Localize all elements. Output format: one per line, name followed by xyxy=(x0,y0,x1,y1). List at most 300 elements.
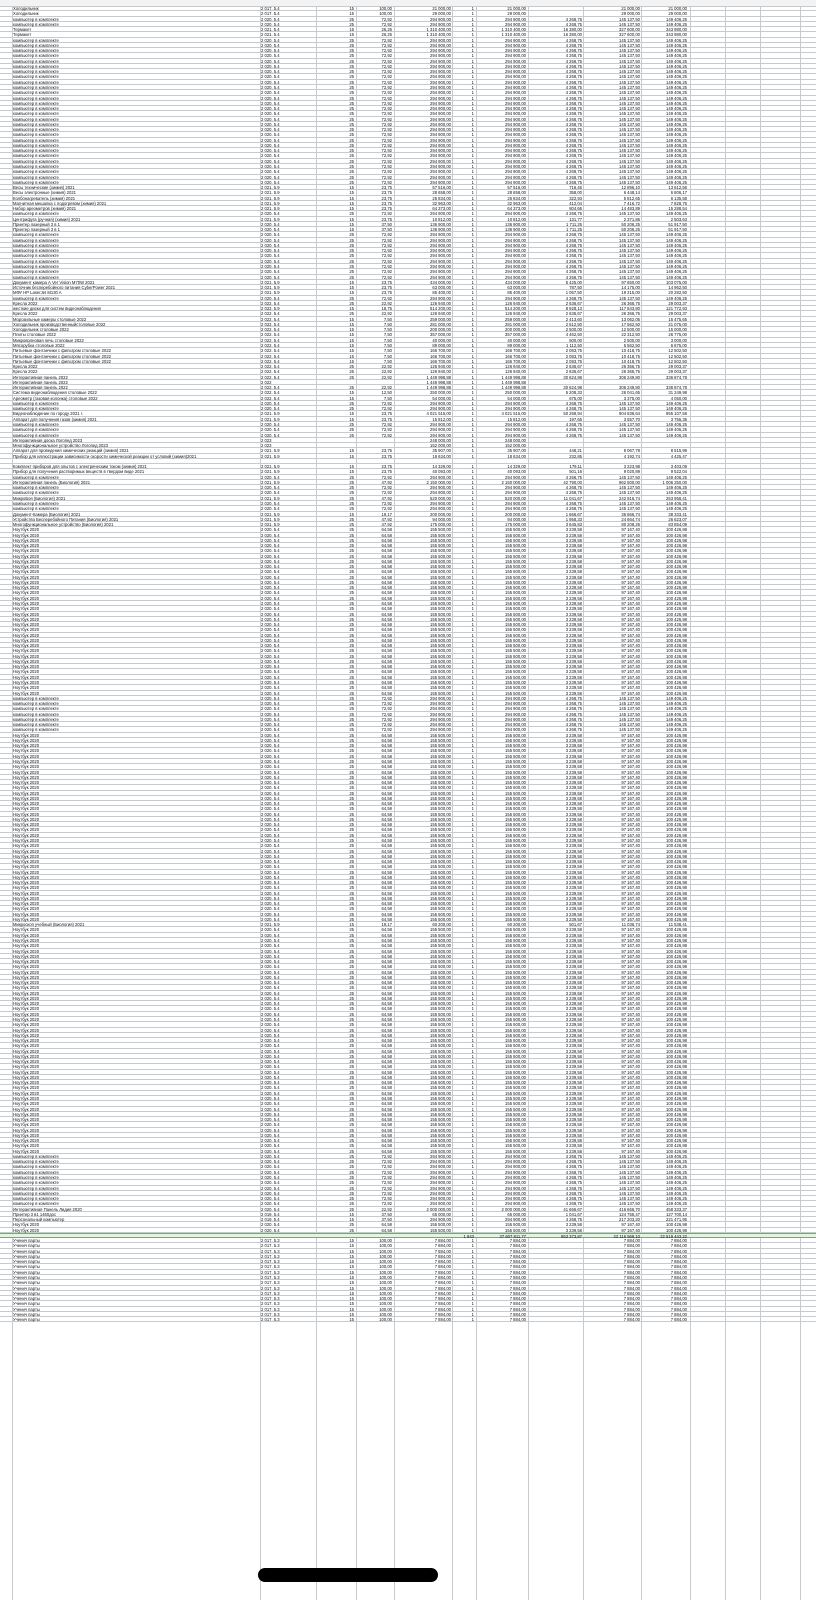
cell-amort[interactable]: 197,65 xyxy=(569,416,582,422)
cell-code[interactable]: 2 017. 5.4 xyxy=(261,6,280,11)
cell-qty[interactable]: 1 xyxy=(471,627,474,633)
cell-sum[interactable]: 7 884,00 xyxy=(509,1269,526,1275)
cell-name[interactable]: компьютер в комплекте xyxy=(13,1159,59,1165)
cell-code[interactable]: 2 017. 5.3 xyxy=(261,1290,280,1296)
cell-bal[interactable]: 149 406,25 xyxy=(666,148,687,154)
cell-yrs[interactable]: 72,92 xyxy=(381,1159,392,1165)
cell-qty[interactable]: 1 xyxy=(471,1317,474,1323)
cell-amort[interactable]: 3 239,58 xyxy=(565,611,582,617)
cell-bal[interactable]: 149 406,25 xyxy=(666,1185,687,1191)
cell-qty[interactable]: 1 xyxy=(471,437,474,443)
cell-rate[interactable]: 25 xyxy=(349,16,354,22)
cell-yrs[interactable]: 64,58 xyxy=(381,664,392,670)
cell-cost[interactable]: 7 884,00 xyxy=(434,1259,451,1265)
cell-sum[interactable]: 294 900,00 xyxy=(505,148,526,154)
cell-cost[interactable]: 155 500,00 xyxy=(430,1043,451,1049)
cell-yrs[interactable]: 64,58 xyxy=(381,959,392,965)
cell-rate[interactable]: 25 xyxy=(349,927,354,933)
cell-rate[interactable]: 25 xyxy=(349,959,354,965)
cell-sum[interactable]: 294 900,00 xyxy=(505,116,526,122)
cell-rate[interactable]: 25 xyxy=(349,295,354,301)
cell-bal[interactable]: 7 884,00 xyxy=(670,1296,687,1302)
cell-rate[interactable]: 25 xyxy=(349,532,354,538)
cell-name[interactable]: Ученич парты xyxy=(13,1296,40,1302)
cell-cost[interactable]: 155 500,00 xyxy=(430,1053,451,1059)
cell-rest[interactable]: 145 137,50 xyxy=(619,722,640,728)
cell-amort[interactable]: 3 239,58 xyxy=(565,648,582,654)
cell-rate[interactable]: 25 xyxy=(349,264,354,270)
cell-rate[interactable]: 25 xyxy=(349,990,354,996)
cell-amort[interactable]: 16 380,00 xyxy=(563,32,582,38)
cell-sum[interactable]: 294 900,00 xyxy=(505,485,526,491)
cell-code[interactable]: 2 022. 5.4 xyxy=(261,311,280,317)
cell-yrs[interactable]: 64,58 xyxy=(381,732,392,738)
cell-amort[interactable]: 5 425,00 xyxy=(565,279,582,285)
cell-rest[interactable]: 97 167,40 xyxy=(621,995,640,1001)
cell-code[interactable]: 2 020. 5.4 xyxy=(261,427,280,433)
cell-code[interactable]: 2 020. 5.4 xyxy=(261,1132,280,1138)
cell-rate[interactable]: 25 xyxy=(349,653,354,659)
cell-bal[interactable]: 149 406,25 xyxy=(666,474,687,480)
cell-name[interactable]: компьютер в комплекте xyxy=(13,42,59,48)
cell-cost[interactable]: 155 500,00 xyxy=(430,543,451,549)
cell-sum[interactable]: 155 500,00 xyxy=(505,1085,526,1091)
cell-code[interactable]: 2 020. 5.4 xyxy=(261,242,280,248)
cell-amort[interactable]: 4 268,75 xyxy=(565,400,582,406)
cell-bal[interactable]: 100 426,98 xyxy=(666,1127,687,1133)
cell-rate[interactable]: 25 xyxy=(349,179,354,185)
cell-qty[interactable]: 1 xyxy=(471,722,474,728)
cell-sum[interactable]: 7 884,00 xyxy=(509,1296,526,1302)
cell-rate[interactable]: 25 xyxy=(349,564,354,570)
cell-amort[interactable]: 4 268,75 xyxy=(565,1174,582,1180)
cell-rate[interactable]: 25 xyxy=(349,1148,354,1154)
cell-yrs[interactable]: 100,00 xyxy=(379,1280,392,1286)
cell-code[interactable]: 2 020. 5.4 xyxy=(261,827,280,833)
cell-bal[interactable]: 149 406,25 xyxy=(666,232,687,238)
cell-sum[interactable]: 294 900,00 xyxy=(505,490,526,496)
cell-rate[interactable]: 25 xyxy=(349,127,354,133)
cell-rate[interactable]: 25 xyxy=(349,106,354,112)
cell-yrs[interactable]: 72,92 xyxy=(381,111,392,117)
cell-cost[interactable]: 294 900,00 xyxy=(430,100,451,106)
cell-rest[interactable]: 145 137,50 xyxy=(619,137,640,143)
cell-amort[interactable]: 42 790,00 xyxy=(563,479,582,485)
cell-rest[interactable]: 97 167,40 xyxy=(621,969,640,975)
cell-rest[interactable]: 145 137,50 xyxy=(619,69,640,75)
cell-bal[interactable]: 149 406,25 xyxy=(666,121,687,127)
cell-bal[interactable]: 100 426,98 xyxy=(666,616,687,622)
cell-rate[interactable]: 25 xyxy=(349,527,354,533)
cell-rate[interactable]: 25 xyxy=(349,148,354,154)
cell-cost[interactable]: 155 500,00 xyxy=(430,1022,451,1028)
cell-bal[interactable]: 149 406,25 xyxy=(666,37,687,43)
cell-name[interactable]: Ноутбук 2020 xyxy=(13,643,40,649)
cell-yrs[interactable]: 72,92 xyxy=(381,1169,392,1175)
cell-bal[interactable]: 221 471,95 xyxy=(666,1217,687,1223)
cell-sum[interactable]: 1 449 998,88 xyxy=(501,379,526,385)
cell-code[interactable]: 2 023 xyxy=(261,437,272,443)
cell-yrs[interactable]: 26,25 xyxy=(381,27,392,33)
cell-rest[interactable]: 97 167,40 xyxy=(621,532,640,538)
cell-rest[interactable]: 7 884,00 xyxy=(623,1311,640,1317)
cell-name[interactable]: Ноутбук 2020 xyxy=(13,1027,40,1033)
cell-rest[interactable]: 97 167,40 xyxy=(621,669,640,675)
cell-yrs[interactable]: 22,92 xyxy=(381,374,392,380)
cell-yrs[interactable]: 64,58 xyxy=(381,943,392,949)
cell-name[interactable]: Ученич парты xyxy=(13,1238,40,1244)
cell-code[interactable]: 2 020. 5.4 xyxy=(261,780,280,786)
cell-qty[interactable]: 1 xyxy=(471,1032,474,1038)
cell-amort[interactable]: 4 268,75 xyxy=(565,706,582,712)
cell-name[interactable]: Ноутбук 2020 xyxy=(13,537,40,543)
cell-cost[interactable]: 294 900,00 xyxy=(430,432,451,438)
cell-qty[interactable]: 1 xyxy=(471,1269,474,1275)
cell-rest[interactable]: 3 557,70 xyxy=(623,416,640,422)
cell-yrs[interactable]: 64,58 xyxy=(381,1090,392,1096)
cell-qty[interactable]: 1 xyxy=(471,42,474,48)
cell-rest[interactable]: 145 137,50 xyxy=(619,58,640,64)
cell-qty[interactable]: 1 xyxy=(471,1001,474,1007)
cell-amort[interactable]: 3 239,58 xyxy=(565,853,582,859)
cell-bal[interactable]: 149 406,25 xyxy=(666,406,687,412)
cell-sum[interactable]: 294 900,00 xyxy=(505,84,526,90)
cell-name[interactable]: Ноутбук 2020 xyxy=(13,680,40,685)
cell-sum[interactable]: 155 500,00 xyxy=(505,590,526,596)
cell-qty[interactable]: 1 xyxy=(471,148,474,154)
cell-rate[interactable]: 15 xyxy=(349,358,354,364)
cell-yrs[interactable]: 72,92 xyxy=(381,427,392,433)
cell-yrs[interactable]: 22,92 xyxy=(381,1206,392,1212)
cell-qty[interactable]: 1 xyxy=(471,1159,474,1165)
cell-cost[interactable]: 155 500,00 xyxy=(430,769,451,775)
cell-code[interactable]: 2 022. 5.4 xyxy=(261,337,280,343)
cell-qty[interactable]: 1 xyxy=(471,574,474,580)
cell-cost[interactable]: 520 000,00 xyxy=(430,495,451,501)
cell-cost[interactable]: 155 500,00 xyxy=(430,1048,451,1054)
cell-rate[interactable]: 15 xyxy=(349,922,354,928)
cell-rate[interactable]: 25 xyxy=(349,58,354,64)
cell-sum[interactable]: 7 884,00 xyxy=(509,1306,526,1312)
cell-rest[interactable]: 97 167,40 xyxy=(621,664,640,670)
cell-yrs[interactable]: 72,92 xyxy=(381,158,392,164)
cell-bal[interactable]: 149 406,25 xyxy=(666,79,687,85)
cell-name[interactable]: Ноутбук 2020 xyxy=(13,1043,40,1049)
cell-cost[interactable]: 155 500,00 xyxy=(430,801,451,807)
cell-sum[interactable]: 294 900,00 xyxy=(505,253,526,259)
cell-rest[interactable]: 97 167,40 xyxy=(621,853,640,859)
cell-code[interactable]: 2 020. 5.4 xyxy=(261,806,280,812)
cell-name[interactable]: Ноутбук 2020 xyxy=(13,1111,40,1117)
cell-sum[interactable]: 155 500,00 xyxy=(505,895,526,901)
cell-sum[interactable]: 155 500,00 xyxy=(505,869,526,875)
cell-amort[interactable]: 3 239,58 xyxy=(565,1011,582,1017)
cell-name[interactable]: Ноутбук 2020 xyxy=(13,674,40,680)
cell-amort[interactable]: 3 239,58 xyxy=(565,769,582,775)
cell-sum[interactable]: 155 500,00 xyxy=(505,674,526,680)
cell-rest[interactable]: 97 167,40 xyxy=(621,616,640,622)
cell-rate[interactable]: 25 xyxy=(349,158,354,164)
cell-code[interactable]: 2 020. 5.4 xyxy=(261,637,280,643)
cell-rate[interactable]: 15 xyxy=(349,1280,354,1286)
cell-qty[interactable]: 1 xyxy=(471,453,474,459)
cell-rate[interactable]: 25 xyxy=(349,1038,354,1044)
cell-cost[interactable]: 294 900,00 xyxy=(430,490,451,496)
cell-bal[interactable]: 100 426,98 xyxy=(666,806,687,812)
cell-bal[interactable]: 100 426,98 xyxy=(666,964,687,970)
cell-qty[interactable]: 1 xyxy=(471,680,474,685)
cell-cost[interactable]: 155 500,00 xyxy=(430,895,451,901)
cell-amort[interactable]: 3 239,58 xyxy=(565,674,582,680)
cell-code[interactable]: 2 020. 5.4 xyxy=(261,590,280,596)
cell-cost[interactable]: 155 500,00 xyxy=(430,569,451,575)
cell-yrs[interactable]: 37,50 xyxy=(381,1211,392,1217)
cell-code[interactable]: 2 021. 5.9 xyxy=(261,479,280,485)
cell-rate[interactable]: 25 xyxy=(349,669,354,675)
cell-yrs[interactable]: 64,58 xyxy=(381,658,392,664)
cell-rate[interactable]: 25 xyxy=(349,680,354,685)
cell-sum[interactable]: 155 500,00 xyxy=(505,969,526,975)
cell-rest[interactable]: 97 167,40 xyxy=(621,1143,640,1149)
cell-qty[interactable]: 1 xyxy=(471,658,474,664)
cell-sum[interactable]: 155 500,00 xyxy=(505,737,526,743)
cell-sum[interactable]: 155 500,00 xyxy=(505,601,526,607)
cell-cost[interactable]: 294 900,00 xyxy=(430,153,451,159)
cell-cost[interactable]: 248 000,00 xyxy=(430,437,451,443)
cell-rest[interactable]: 29 000,00 xyxy=(621,11,640,17)
cell-rest[interactable]: 145 137,50 xyxy=(619,1196,640,1202)
cell-rate[interactable]: 15 xyxy=(349,185,354,191)
cell-yrs[interactable]: 47,92 xyxy=(381,479,392,485)
cell-sum[interactable]: 155 500,00 xyxy=(505,764,526,770)
cell-qty[interactable]: 1 xyxy=(471,364,474,370)
cell-yrs[interactable]: 7,50 xyxy=(383,358,392,364)
cell-code[interactable]: 2 020. 5.4 xyxy=(261,1138,280,1144)
cell-yrs[interactable]: 100,00 xyxy=(379,1285,392,1291)
cell-name[interactable]: Интерактивная панель 2022 xyxy=(13,385,68,391)
cell-cost[interactable]: 7 884,00 xyxy=(434,1253,451,1259)
cell-yrs[interactable]: 23,75 xyxy=(381,279,392,285)
cell-sum[interactable]: 294 900,00 xyxy=(505,79,526,85)
cell-sum[interactable]: 155 500,00 xyxy=(505,1006,526,1012)
cell-yrs[interactable]: 37,50 xyxy=(381,221,392,227)
cell-qty[interactable]: 1 xyxy=(471,100,474,106)
cell-code[interactable]: 2 020. 5.4 xyxy=(261,248,280,254)
cell-code[interactable]: 2 022. 5.4 xyxy=(261,316,280,322)
cell-bal[interactable]: 100 426,98 xyxy=(666,859,687,865)
cell-rest[interactable]: 97 167,40 xyxy=(621,1043,640,1049)
cell-yrs[interactable]: 64,58 xyxy=(381,653,392,659)
cell-code[interactable]: 2 020. 5.4 xyxy=(261,1222,280,1228)
cell-yrs[interactable]: 64,58 xyxy=(381,1095,392,1101)
cell-yrs[interactable]: 64,58 xyxy=(381,869,392,875)
cell-cost[interactable]: 155 500,00 xyxy=(430,795,451,801)
cell-code[interactable]: 2 020. 5.4 xyxy=(261,1180,280,1186)
cell-bal[interactable]: 149 406,25 xyxy=(666,716,687,722)
cell-name[interactable]: компьютер в комплекте xyxy=(13,69,59,75)
cell-cost[interactable]: 155 500,00 xyxy=(430,885,451,891)
cell-yrs[interactable]: 64,58 xyxy=(381,1138,392,1144)
cell-name[interactable]: компьютер в комплекте xyxy=(13,121,59,127)
cell-amort[interactable]: 3 239,58 xyxy=(565,564,582,570)
cell-qty[interactable]: 1 xyxy=(471,859,474,865)
cell-bal[interactable]: 100 426,98 xyxy=(666,1053,687,1059)
cell-name[interactable]: компьютер в комплекте xyxy=(13,295,59,301)
cell-yrs[interactable]: 22,92 xyxy=(381,385,392,391)
cell-name[interactable]: компьютер в комплекте xyxy=(13,137,59,143)
cell-bal[interactable]: 100 426,98 xyxy=(666,959,687,965)
cell-rate[interactable]: 25 xyxy=(349,969,354,975)
cell-amort[interactable]: 3 239,58 xyxy=(565,1117,582,1123)
cell-qty[interactable]: 1 xyxy=(471,116,474,122)
cell-name[interactable]: компьютер в комплекте xyxy=(13,79,59,85)
cell-cost[interactable]: 155 500,00 xyxy=(430,848,451,854)
cell-qty[interactable]: 1 xyxy=(471,853,474,859)
cell-qty[interactable]: 1 xyxy=(471,464,474,470)
cell-rate[interactable]: 15 xyxy=(349,353,354,359)
cell-rate[interactable]: 25 xyxy=(349,769,354,775)
cell-code[interactable]: 2 022. 5.4 xyxy=(261,390,280,396)
cell-name[interactable]: Ноутбук 2020 xyxy=(13,995,40,1001)
cell-amort[interactable]: 4 268,75 xyxy=(565,137,582,143)
cell-bal[interactable]: 100 426,98 xyxy=(666,943,687,949)
cell-sum[interactable]: 155 500,00 xyxy=(505,1127,526,1133)
cell-qty[interactable]: 1 xyxy=(471,74,474,80)
cell-qty[interactable]: 1 xyxy=(471,227,474,233)
cell-rest[interactable]: 145 137,50 xyxy=(619,1169,640,1175)
cell-qty[interactable]: 1 xyxy=(471,374,474,380)
cell-amort[interactable]: 3 239,58 xyxy=(565,959,582,965)
cell-rest[interactable]: 97 167,40 xyxy=(621,943,640,949)
cell-cost[interactable]: 7 884,00 xyxy=(434,1301,451,1307)
cell-bal[interactable]: 149 406,25 xyxy=(666,427,687,433)
cell-code[interactable]: 2 020. 5.4 xyxy=(261,743,280,749)
cell-cost[interactable]: 155 500,00 xyxy=(430,574,451,580)
cell-rest[interactable]: 145 137,50 xyxy=(619,106,640,112)
cell-sum[interactable]: 281 000,00 xyxy=(505,321,526,327)
cell-yrs[interactable]: 72,92 xyxy=(381,106,392,112)
cell-name[interactable]: Кресла 2022 xyxy=(13,364,38,370)
cell-code[interactable]: 2 020. 5.4 xyxy=(261,106,280,112)
cell-qty[interactable]: 1 xyxy=(471,1285,474,1291)
cell-code[interactable]: 2 020. 5.4 xyxy=(261,1090,280,1096)
cell-yrs[interactable]: 23,75 xyxy=(381,411,392,417)
cell-code[interactable]: 2 020. 5.4 xyxy=(261,506,280,512)
cell-sum[interactable]: 155 500,00 xyxy=(505,795,526,801)
cell-rest[interactable]: 80 208,26 xyxy=(621,522,640,528)
cell-name[interactable]: Магнитная мешалка с подогревом (химия) 2021 xyxy=(13,200,107,206)
cell-rate[interactable]: 25 xyxy=(349,795,354,801)
cell-cost[interactable]: 166 700,00 xyxy=(430,358,451,364)
cell-name[interactable]: Интерактивная панель 2022 xyxy=(13,379,68,385)
cell-name[interactable]: Микроскоп учебный (Биология) 2021 xyxy=(13,922,85,928)
cell-sum[interactable]: 155 500,00 xyxy=(505,1053,526,1059)
cell-cost[interactable]: 155 500,00 xyxy=(430,822,451,828)
cell-rate[interactable]: 25 xyxy=(349,248,354,254)
cell-name[interactable]: Ноутбук 2020 xyxy=(13,1222,40,1228)
cell-cost[interactable]: 155 500,00 xyxy=(430,780,451,786)
cell-qty[interactable]: 1 xyxy=(471,221,474,227)
cell-qty[interactable]: 1 xyxy=(471,948,474,954)
cell-bal[interactable]: 149 406,25 xyxy=(666,701,687,707)
cell-name[interactable]: Документ камера А Ver Vision M70W 2021 xyxy=(13,279,95,285)
cell-rate[interactable]: 25 xyxy=(349,864,354,870)
cell-sum[interactable]: 155 500,00 xyxy=(505,743,526,749)
cell-amort[interactable]: 50 268,94 xyxy=(563,411,582,417)
cell-rate[interactable]: 25 xyxy=(349,111,354,117)
cell-rate[interactable]: 25 xyxy=(349,121,354,127)
cell-cost[interactable]: 155 500,00 xyxy=(430,579,451,585)
cell-name[interactable]: компьютер в комплекте xyxy=(13,127,59,133)
cell-code[interactable]: 2 020. 5.4 xyxy=(261,132,280,138)
cell-name[interactable]: Ноутбук 2020 xyxy=(13,664,40,670)
cell-yrs[interactable]: 64,58 xyxy=(381,637,392,643)
cell-bal[interactable]: 100 426,98 xyxy=(666,1132,687,1138)
cell-cost[interactable]: 434 000,00 xyxy=(430,279,451,285)
cell-bal[interactable]: 100 426,98 xyxy=(666,601,687,607)
cell-qty[interactable]: 1 xyxy=(471,737,474,743)
cell-bal[interactable]: 149 406,25 xyxy=(666,16,687,22)
cell-sum[interactable]: 294 900,00 xyxy=(505,474,526,480)
cell-name[interactable]: Ноутбук 2020 xyxy=(13,859,40,865)
cell-rate[interactable]: 25 xyxy=(349,732,354,738)
cell-code[interactable]: 2 020. 5.4 xyxy=(261,474,280,480)
cell-qty[interactable]: 1 xyxy=(471,1311,474,1317)
cell-qty[interactable]: 1 xyxy=(471,885,474,891)
cell-name[interactable]: Ноутбук 2020 xyxy=(13,1127,40,1133)
cell-rate[interactable]: 25 xyxy=(349,938,354,944)
cell-cost[interactable]: 357 000,00 xyxy=(430,332,451,338)
cell-rest[interactable]: 117 843,80 xyxy=(619,306,640,312)
cell-yrs[interactable]: 7,50 xyxy=(383,395,392,401)
cell-bal[interactable]: 6 135,58 xyxy=(670,195,687,201)
cell-bal[interactable]: 7 884,00 xyxy=(670,1275,687,1281)
cell-code[interactable]: 2 020. 5.4 xyxy=(261,1027,280,1033)
cell-name[interactable]: компьютер в комплекте xyxy=(13,506,59,512)
cell-bal[interactable]: 100 426,98 xyxy=(666,948,687,954)
cell-yrs[interactable]: 100,00 xyxy=(379,1306,392,1312)
cell-code[interactable]: 2 021. 5.9 xyxy=(261,516,280,522)
cell-rate[interactable]: 25 xyxy=(349,811,354,817)
cell-name[interactable]: Ноутбук 2020 xyxy=(13,790,40,796)
cell-cost[interactable]: 155 500,00 xyxy=(430,748,451,754)
cell-name[interactable]: компьютер в комплекте xyxy=(13,248,59,254)
cell-rate[interactable]: 25 xyxy=(349,711,354,717)
cell-rate[interactable]: 25 xyxy=(349,1069,354,1075)
cell-name[interactable]: компьютер в комплекте xyxy=(13,695,59,701)
cell-code[interactable]: 2 022. 5.4 xyxy=(261,374,280,380)
cell-rate[interactable]: 15 xyxy=(349,316,354,322)
cell-sum[interactable]: 152 000,00 xyxy=(505,443,526,449)
cell-sum[interactable]: 294 900,00 xyxy=(505,274,526,280)
cell-rest[interactable]: 145 137,50 xyxy=(619,500,640,506)
cell-code[interactable]: 2 020. 5.4 xyxy=(261,432,280,438)
cell-yrs[interactable]: 72,92 xyxy=(381,727,392,733)
cell-rest[interactable]: 97 167,40 xyxy=(621,790,640,796)
cell-cost[interactable]: 155 500,00 xyxy=(430,616,451,622)
cell-code[interactable]: 2 020. 5.4 xyxy=(261,1111,280,1117)
cell-qty[interactable]: 1 xyxy=(471,1296,474,1302)
cell-sum[interactable]: 155 500,00 xyxy=(505,932,526,938)
cell-yrs[interactable]: 72,92 xyxy=(381,248,392,254)
cell-qty[interactable]: 1 xyxy=(471,316,474,322)
cell-cost[interactable]: 294 900,00 xyxy=(430,63,451,69)
cell-yrs[interactable]: 72,92 xyxy=(381,53,392,59)
cell-bal[interactable]: 149 406,25 xyxy=(666,42,687,48)
cell-sum[interactable]: 155 500,00 xyxy=(505,880,526,886)
cell-sum[interactable]: 89 000,00 xyxy=(507,343,526,348)
cell-yrs[interactable]: 72,92 xyxy=(381,253,392,259)
